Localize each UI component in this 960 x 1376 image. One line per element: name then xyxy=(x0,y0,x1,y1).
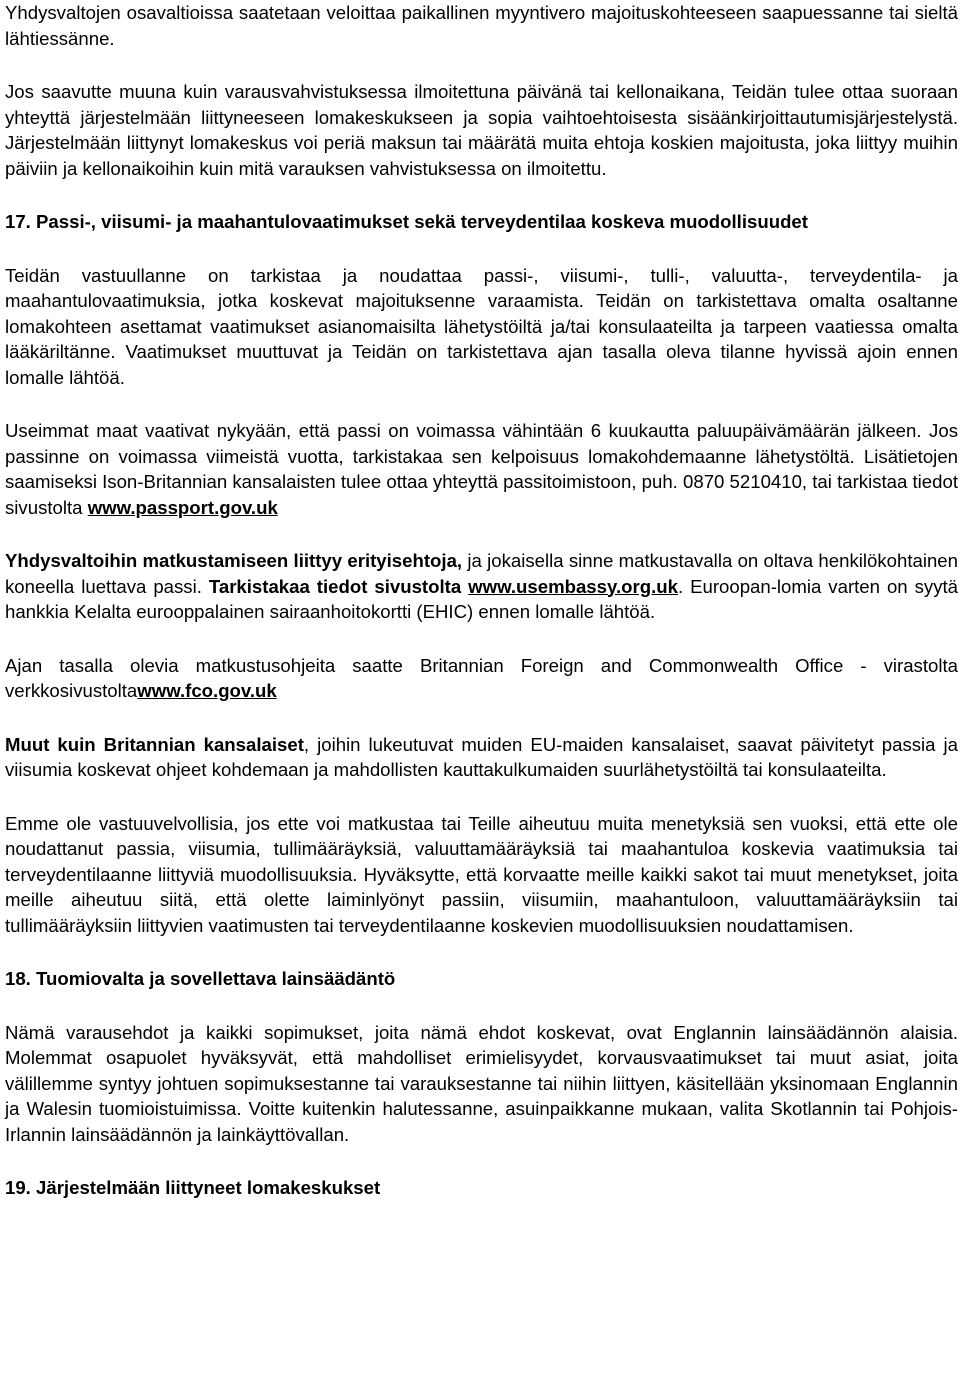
passport-validity-text: Useimmat maat vaativat nykyään, että passi on voimassa vähintään 6 kuukautta paluupäivämäärän jälkeen. Jos passinne on voimassa viimeistä vuotta, tarkistakaa sen kelpoisuus lomakohdemaanne lähetystöltä. Lisätietojen saamiseksi Ison-Britannian kansalaisten tulee ottaa yhteyttä passitoimistoon, puh. 0870 5210410, tai tarkistaa tiedot sivustolta xyxy=(5,420,958,518)
fco-link[interactable]: www.fco.gov.uk xyxy=(137,680,277,701)
non-british-text: , joihin lukeutuvat muiden EU-maiden kansalaiset, saavat päivitetyt passia ja viisumia koskevat ohjeet kohdemaan ja mahdollisten kauttakulkumaiden suurlähetystöiltä tai konsulaateilta. xyxy=(5,733,958,780)
ehic-text: . Euroopan-lomia varten on syytä hankkia Kelalta eurooppalainen sairaanhoitokortti (EHIC) ennen lomalle lähtöä. xyxy=(5,575,959,622)
non-british-bold: Muut kuin Britannian kansalaiset xyxy=(5,733,304,755)
section-19-heading: 19. Järjestelmään liittyneet lomakeskukset xyxy=(5,1177,381,1198)
usembassy-link[interactable]: www.usembassy.org.uk xyxy=(468,575,678,597)
paragraph-usa-travel xyxy=(5,548,958,625)
usa-travel-text: ja jokaisella sinne matkustavalla on oltava henkilökohtainen koneella luettava passi. xyxy=(5,550,958,597)
paragraph-jurisdiction: Nämä varausehdot ja kaikki sopimukset, joita nämä ehdot koskevat, ovat Englannin lainsäädännön alaisia. Molemmat osapuolet hyväksyvät, että mahdolliset erimielisyydet, korvausvaatimukset tai muut asiat, joita välillemme syntyy johtuen sopimuksestanne tai varauksestanne tai niihin liittyen, käsitellään yksinomaan Englannin ja Walesin tuomioistuimissa. Voitte kuitenkin halutessanne, asuinpaikkanne mukaan, valita Skotlannin tai Pohjois-Irlannin lainsäädännön ja lainkäyttövallan. xyxy=(5,1021,958,1145)
usa-travel-bold: Yhdysvaltoihin matkustamiseen liittyy erityisehtoja, xyxy=(5,550,463,571)
check-info-bold: Tarkistakaa tiedot sivustolta xyxy=(208,575,462,597)
section-18-heading: 18. Tuomiovalta ja sovellettava lainsäädäntö xyxy=(5,968,396,989)
paragraph-travel-advice xyxy=(5,653,958,704)
paragraph-non-british xyxy=(5,732,958,783)
paragraph-arrival-time: Jos saavutte muuna kuin varausvahvistuksessa ilmoitettuna päivänä tai kellonaikana, Teidän tulee ottaa suoraan yhteyttä järjestelmään liittyneeseen lomakeskukseen ja sopia vaihtoehtoisesta sisäänkirjoittautumisjärjestelystä. Järjestelmään liittynyt lomakeskus voi periä maksun tai määrätä muita ehtoja koskien majoitusta, joka liittyy muihin päiviin ja kellonaikoihin kuin mitä varauksen vahvistuksessa on ilmoitettu. xyxy=(5,81,958,179)
passport-office-link[interactable]: www.passport.gov.uk xyxy=(87,496,278,518)
paragraph-liability: Emme ole vastuuvelvollisia, jos ette voi matkustaa tai Teille aiheutuu muita menetyksiä sen vuoksi, että ette ole noudattanut passia, viisumia, tullimääräyksiä, valuuttamääräyksiä tai maahantuloa koskevia vaatimuksia tai terveydentilaanne liittyviä muodollisuuksia. Hyväksytte, että korvaatte meille kaikki sakot tai muut menetykset, joita meille aiheutuu siitä, että olette laiminlyönyt passiin, viisumiin, maahantuloon, valuuttamääräyksiin tai tullimääräyksiin liittyvien vaatimusten tai terveydentilaanne koskevien muodollisuuksien noudattamisen. xyxy=(5,812,958,936)
paragraph-sales-tax: Yhdysvaltojen osavaltioissa saatetaan veloittaa paikallinen myyntivero majoituskohteeseen saapuessanne tai sieltä lähtiessänne. xyxy=(5,2,958,49)
document-page xyxy=(5,0,958,1201)
section-17-heading: 17. Passi-, viisumi- ja maahantulovaatimukset sekä terveydentilaa koskeva muodollisuudet xyxy=(5,211,808,232)
travel-advice-text: Ajan tasalla olevia matkustusohjeita saatte Britannian Foreign and Commonwealth Office - virastolta verkkosivustolta xyxy=(5,654,958,701)
paragraph-passport-validity xyxy=(5,418,958,520)
paragraph-passport-responsibility: Teidän vastuullanne on tarkistaa ja noudattaa passi-, viisumi-, tulli-, valuutta-, terveydentila- ja maahantulovaatimuksia, jotka koskevat majoituksenne varaamista. Teidän on tarkistettava omalta osaltanne lomakohteen asettamat vaatimukset asianomaisilta lähetystöiltä ja/tai konsulaateilta ja tarpeen vaatiessa omalta lääkäriltänne. Vaatimukset muuttuvat ja Teidän on tarkistettava ajan tasalla oleva tilanne hyvissä ajoin ennen lomalle lähtöä. xyxy=(5,264,958,388)
